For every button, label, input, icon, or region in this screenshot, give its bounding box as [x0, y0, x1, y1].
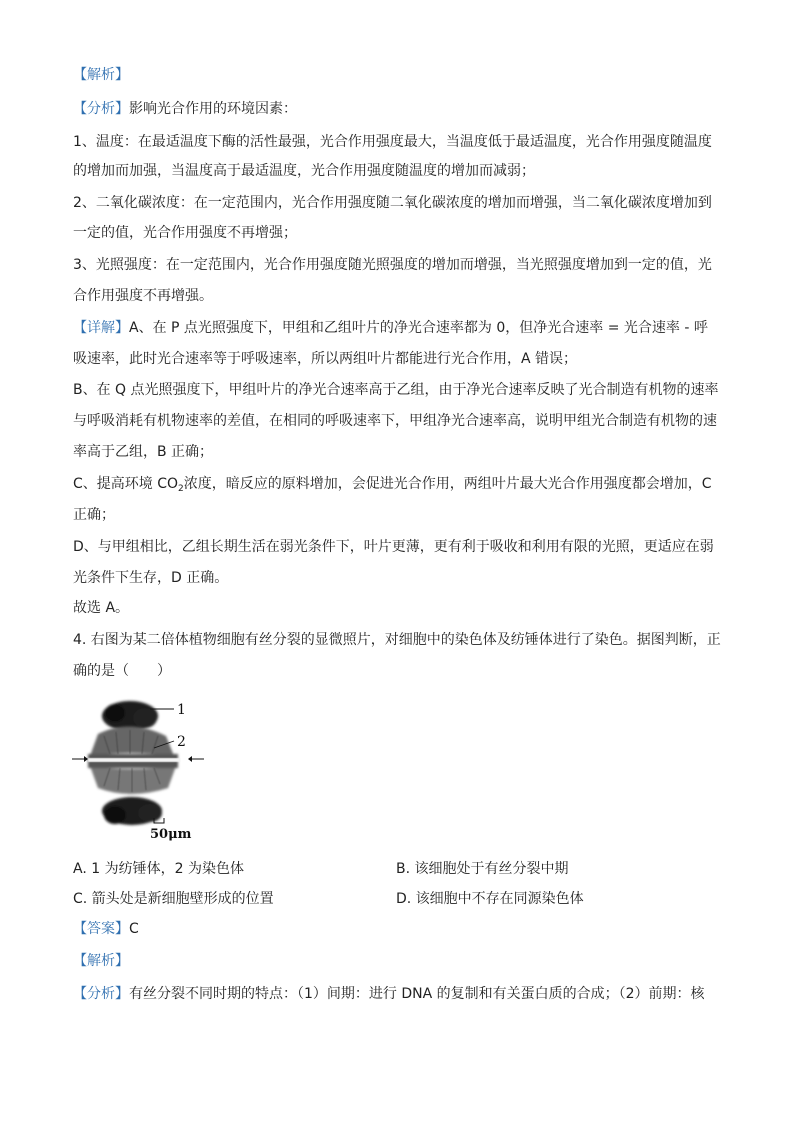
analysis-intro-text: 影响光合作用的环境因素： [129, 101, 297, 117]
conclusion: 故选 A。 [73, 600, 130, 616]
detail-a-line2: 吸速率，此时光合速率等于呼吸速率，所以两组叶片都能进行光合作用，A 错误； [73, 351, 578, 367]
detail-c-text-a: C、提高环境 CO [73, 476, 179, 492]
analysis-intro [73, 100, 297, 118]
mitosis-micrograph [70, 696, 220, 841]
arrow-right-icon [188, 756, 204, 762]
question-4-stem-line2: 确的是（ ） [73, 663, 171, 679]
detail-c-line2: 正确； [73, 507, 115, 523]
factor-co2-line1: 2、二氧化碳浓度：在一定范围内，光合作用强度随二氧化碳浓度的增加而增强，当二氧化碳浓度增加到 [73, 195, 712, 211]
analysis-heading-2: 【解析】 [73, 953, 129, 969]
option-b[interactable]: B. 该细胞处于有丝分裂中期 [396, 861, 569, 877]
answer-tag: 【答案】 [73, 921, 129, 937]
option-a[interactable]: A. 1 为纺锤体，2 为染色体 [73, 861, 244, 877]
analysis-2-line1 [73, 985, 705, 1003]
detail-d-line1: D、与甲组相比，乙组长期生活在弱光条件下，叶片更薄，更有利于吸收和利用有限的光照，更适应在弱 [73, 539, 714, 555]
analysis-heading: 【解析】 [73, 67, 129, 83]
question-4-stem-line1: 4. 右图为某二倍体植物细胞有丝分裂的显微照片，对细胞中的染色体及纺锤体进行了染色。据图判断，正 [73, 632, 721, 648]
answer-value: C [129, 921, 139, 937]
arrow-left-icon [72, 756, 88, 762]
detail-tag: 【详解】 [73, 320, 129, 336]
detail-b-line2: 与呼吸消耗有机物速率的差值，在相同的呼吸速率下，甲组净光合速率高，说明甲组光合制造有机物的速 [73, 413, 717, 429]
label-2: 2 [177, 734, 186, 750]
analysis-2-tag: 【分析】 [73, 986, 129, 1002]
option-c[interactable]: C. 箭头处是新细胞壁形成的位置 [73, 891, 274, 907]
analysis-2-text: 有丝分裂不同时期的特点：（1）间期：进行 DNA 的复制和有关蛋白质的合成；（2）前期：核 [129, 986, 705, 1002]
factor-light-line1: 3、光照强度：在一定范围内，光合作用强度随光照强度的增加而增强，当光照强度增加到一定的值，光 [73, 257, 712, 273]
analysis-tag: 【分析】 [73, 101, 129, 117]
scale-label: 50μm [150, 827, 192, 841]
detail-b-line3: 率高于乙组，B 正确； [73, 444, 214, 460]
detail-c-text-b: 浓度，暗反应的原料增加，会促进光合作用，两组叶片最大光合作用强度都会增加，C [183, 476, 712, 492]
answer-line [73, 920, 139, 938]
detail-a-line1 [73, 319, 708, 337]
factor-temperature-line2: 的增加而加强，当温度高于最适温度，光合作用强度随温度的增加而减弱； [73, 163, 535, 179]
detail-c-line1 [73, 475, 712, 498]
detail-a-text: A、在 P 点光照强度下，甲组和乙组叶片的净光合速率都为 0，但净光合速率 = 光合速率 - 呼 [129, 320, 708, 336]
option-d[interactable]: D. 该细胞中不存在同源染色体 [396, 891, 584, 907]
micrograph-image [70, 696, 220, 841]
detail-b-line1: B、在 Q 点光照强度下，甲组叶片的净光合速率高于乙组，由于净光合速率反映了光合制造有机物的速率 [73, 382, 719, 398]
detail-d-line2: 光条件下生存，D 正确。 [73, 570, 229, 586]
factor-co2-line2: 一定的值，光合作用强度不再增强； [73, 225, 297, 241]
co2-subscript: 2 [178, 484, 184, 494]
factor-light-line2: 合作用强度不再增强。 [73, 288, 213, 304]
factor-temperature-line1: 1、温度：在最适温度下酶的活性最强，光合作用强度最大，当温度低于最适温度，光合作用强度随温度 [73, 134, 712, 150]
label-1: 1 [177, 702, 186, 718]
